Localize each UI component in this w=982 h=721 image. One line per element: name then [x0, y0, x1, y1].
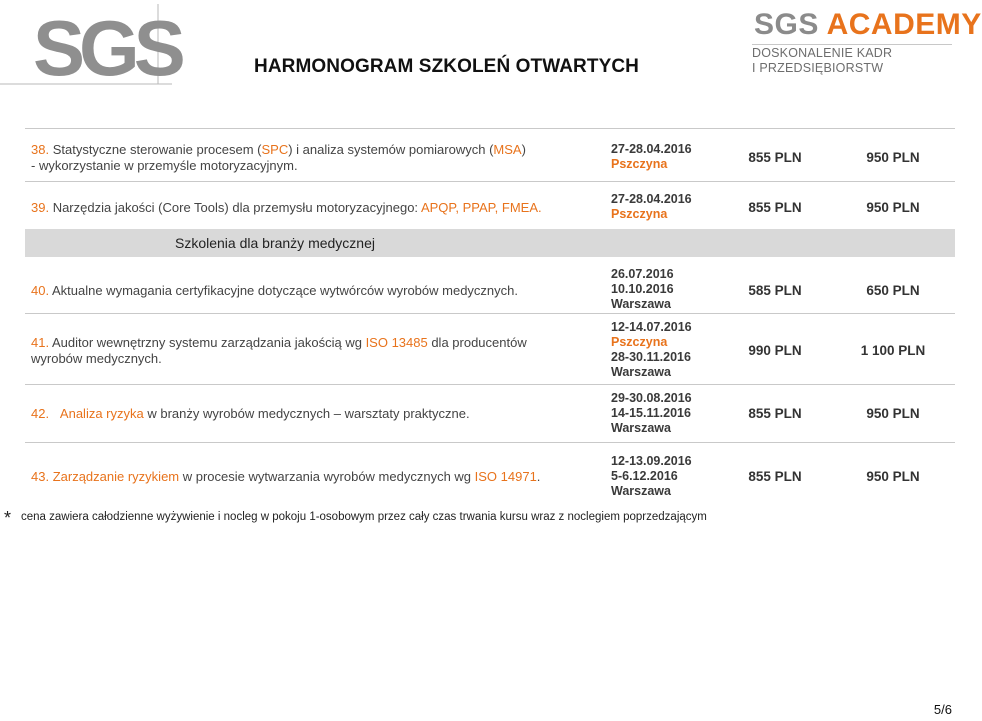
price-regular: 950 PLN — [866, 469, 920, 484]
academy-divider — [752, 44, 952, 45]
sgs-logo — [0, 0, 180, 92]
academy-tagline-2: I PRZEDSIĘBIORSTW — [752, 61, 884, 75]
price-regular: 950 PLN — [866, 150, 920, 165]
course-title: 42. Analiza ryzyka w branży wyrobów medycznych – warsztaty praktyczne. — [31, 406, 470, 421]
price-member: 855 PLN — [748, 469, 802, 484]
divider — [25, 181, 955, 182]
course-dates: 29-30.08.2016 14-15.11.2016 Warszawa — [611, 391, 692, 435]
price-member: 855 PLN — [748, 150, 802, 165]
footnote-asterisk: * — [4, 508, 12, 528]
footnote — [4, 508, 707, 529]
price-regular: 950 PLN — [866, 406, 920, 421]
price-member: 585 PLN — [748, 283, 802, 298]
course-title: 43. Zarządzanie ryzykiem w procesie wytwarzania wyrobów medycznych wg ISO 14971. — [31, 469, 541, 484]
sgs-logo-text: SGS — [33, 4, 180, 92]
course-dates: 26.07.2016 10.10.2016 Warszawa — [611, 267, 674, 311]
page-title: HARMONOGRAM SZKOLEŃ OTWARTYCH — [254, 56, 639, 77]
price-member: 855 PLN — [748, 406, 802, 421]
page-number: 5/6 — [933, 702, 952, 717]
section-header — [25, 229, 955, 257]
course-dates: 12-14.07.2016 Pszczyna 28-30.11.2016 Warszawa — [611, 320, 692, 379]
sgs-academy-logo — [742, 8, 982, 78]
academy-name: SGS ACADEMY — [754, 8, 982, 41]
course-title: 41. Auditor wewnętrzny systemu zarządzania jakością wg ISO 13485 dla producentów wyrobów medycznych. — [31, 335, 527, 366]
academy-tagline-1: DOSKONALENIE KADR — [752, 46, 893, 60]
divider — [25, 313, 955, 314]
price-regular: 1 100 PLN — [860, 343, 926, 358]
price-regular: 950 PLN — [866, 200, 920, 215]
divider — [25, 384, 955, 385]
price-member: 855 PLN — [748, 200, 802, 215]
course-dates: 27-28.04.2016 Pszczyna — [611, 142, 692, 171]
section-title: Szkolenia dla branży medycznej — [175, 235, 375, 251]
footnote-text: cena zawiera całodzienne wyżywienie i nocleg w pokoju 1-osobowym przez cały czas trwania kursu wraz z noclegiem poprzedzającym — [21, 511, 707, 523]
course-title: 39. Narzędzia jakości (Core Tools) dla przemysłu motoryzacyjnego: APQP, PPAP, FMEA. — [31, 200, 542, 215]
course-title: 40. Aktualne wymagania certyfikacyjne dotyczące wytwórców wyrobów medycznych. — [31, 283, 518, 298]
course-title: 38. Statystyczne sterowanie procesem (SPC) i analiza systemów pomiarowych (MSA) - wykorzystanie w przemyśle motoryzacyjnym. — [31, 142, 526, 173]
course-dates: 27-28.04.2016 Pszczyna — [611, 192, 692, 221]
course-dates: 12-13.09.2016 5-6.12.2016 Warszawa — [611, 454, 692, 498]
price-member: 990 PLN — [748, 343, 802, 358]
price-regular: 650 PLN — [866, 283, 920, 298]
divider — [25, 128, 955, 129]
divider — [25, 442, 955, 443]
